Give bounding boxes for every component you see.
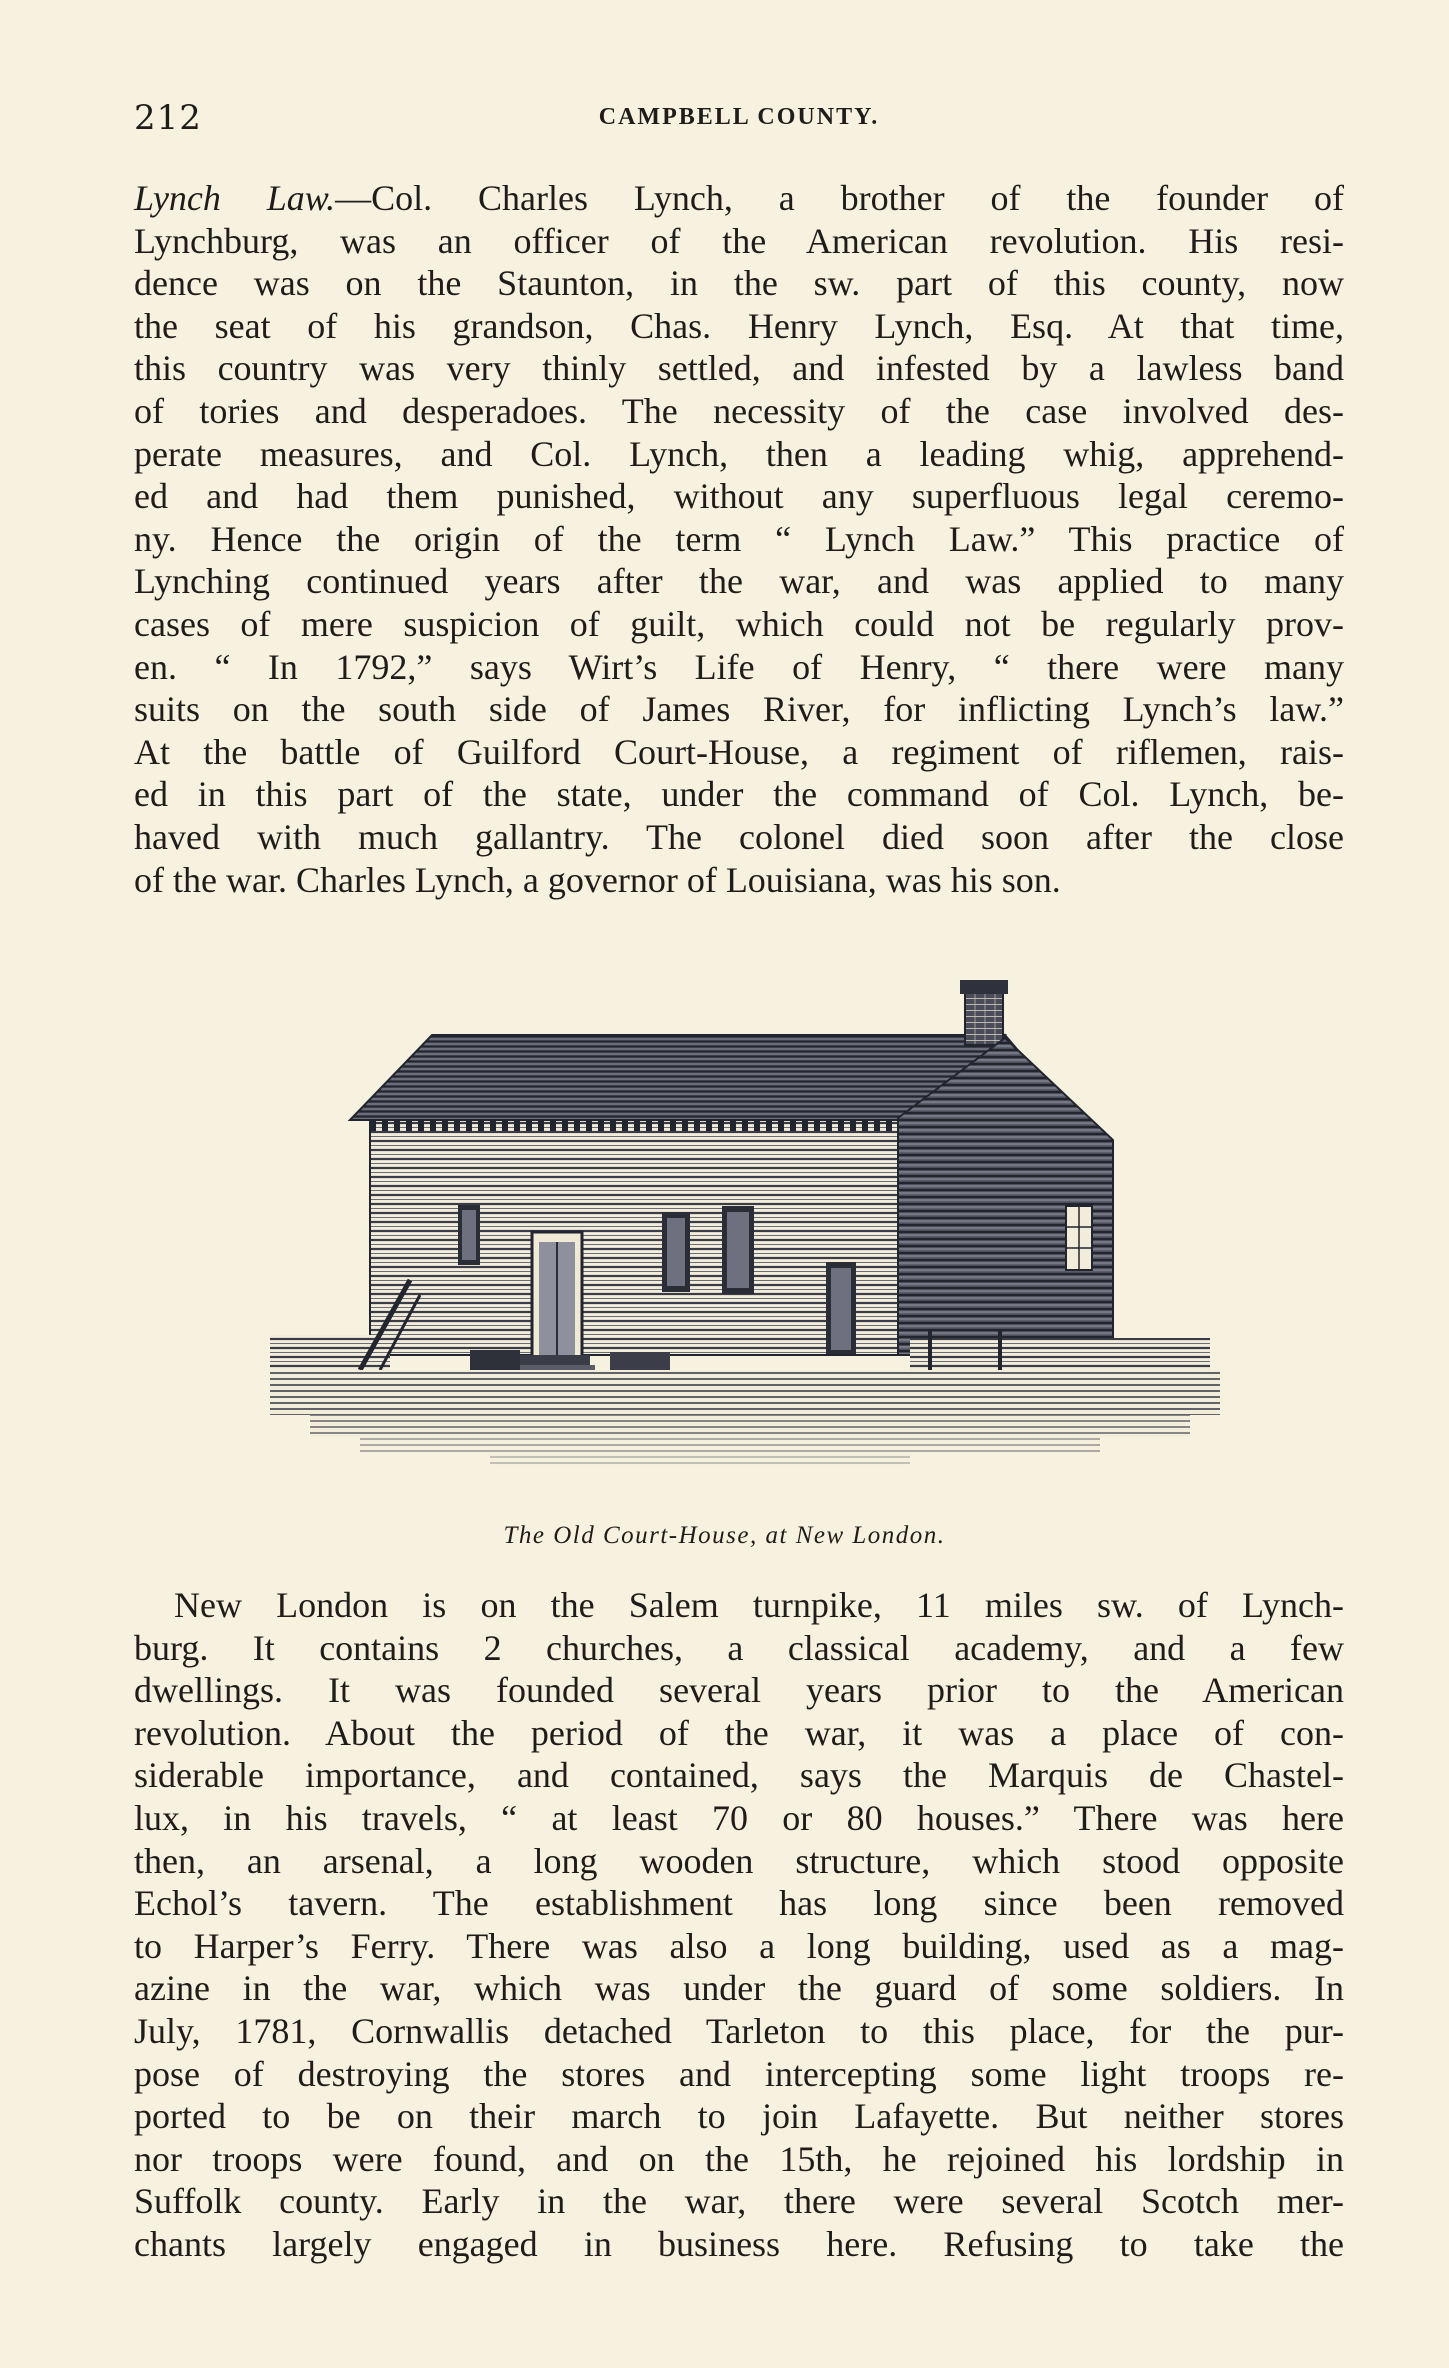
text-line: the seat of his grandson, Chas. Henry Lynch, Esq. At that time, [134,305,1344,346]
text-line: ed and had them punished, without any superfluous legal ceremo- [134,476,1344,517]
text-line: burg. It contains 2 churches, a classical academy, and a few [134,1627,1344,1668]
text-line: At the battle of Guilford Court-House, a regiment of riflemen, rais- [134,731,1344,772]
text-line: to Harper’s Ferry. There was also a long building, used as a mag- [134,1925,1344,1966]
running-title: CAMPBELL COUNTY. [598,104,880,130]
running-head [134,98,1344,138]
text-line: New London is on the Salem turnpike, 11 miles sw. of Lynch- [174,1585,1344,1625]
text-line: of the war. Charles Lynch, a governor of Louisiana, was his son. [134,859,1061,900]
court-house-engraving [270,950,1220,1510]
figure-caption: The Old Court-House, at New London. [503,1522,946,1549]
text-line: suits on the south side of James River, for inflicting Lynch’s law.” [134,689,1344,730]
text-line [134,177,1344,220]
text-line: —Col. Charles Lynch, a brother of the founder of [335,178,1344,218]
text-line: this country was very thinly settled, and infested by a lawless band [134,348,1344,389]
text-line: Echol’s tavern. The establishment has long since been removed [134,1883,1344,1924]
text-line: Lynching continued years after the war, and was applied to many [134,561,1344,602]
paragraph-lynch-law [134,177,1344,901]
text-line: nor troops were found, and on the 15th, he rejoined his lordship in [134,2138,1344,2179]
text-line: cases of mere suspicion of guilt, which could not be regularly prov- [134,603,1344,644]
text-line: siderable importance, and contained, says the Marquis de Chastel- [134,1755,1344,1796]
text-line: en. “ In 1792,” says Wirt’s Life of Henry, “ there were many [134,646,1344,687]
text-line: chants largely engaged in business here. Refusing to take the [134,2223,1344,2264]
text-line: haved with much gallantry. The colonel died soon after the close [134,816,1344,857]
paragraph-lead-italic: Lynch Law. [134,178,336,218]
text-line: ported to be on their march to join Lafayette. But neither stores [134,2096,1344,2137]
text-line: pose of destroying the stores and intercepting some light troops re- [134,2053,1344,2094]
text-line: dwellings. It was founded several years prior to the American [134,1670,1344,1711]
court-house-illustration [270,950,1220,1510]
paragraph-new-london [134,1584,1344,2266]
page-number: 212 [134,98,202,138]
text-line: July, 1781, Cornwallis detached Tarleton to this place, for the pur- [134,2010,1344,2051]
text-line: azine in the war, which was under the guard of some soldiers. In [134,1968,1344,2009]
text-line: dence was on the Staunton, in the sw. part of this county, now [134,263,1344,304]
text-line: perate measures, and Col. Lynch, then a leading whig, apprehend- [134,433,1344,474]
text-line: Lynchburg, was an officer of the American revolution. His resi- [134,220,1344,261]
text-line: lux, in his travels, “ at least 70 or 80 houses.” There was here [134,1797,1344,1838]
text-line: ny. Hence the origin of the term “ Lynch Law.” This practice of [134,518,1344,559]
text-line: ed in this part of the state, under the command of Col. Lynch, be- [134,774,1344,815]
text-line: of tories and desperadoes. The necessity of the case involved des- [134,390,1344,431]
text-line: Suffolk county. Early in the war, there were several Scotch mer- [134,2181,1344,2222]
text-line: then, an arsenal, a long wooden structure, which stood opposite [134,1840,1344,1881]
text-line: revolution. About the period of the war, it was a place of con- [134,1712,1344,1753]
